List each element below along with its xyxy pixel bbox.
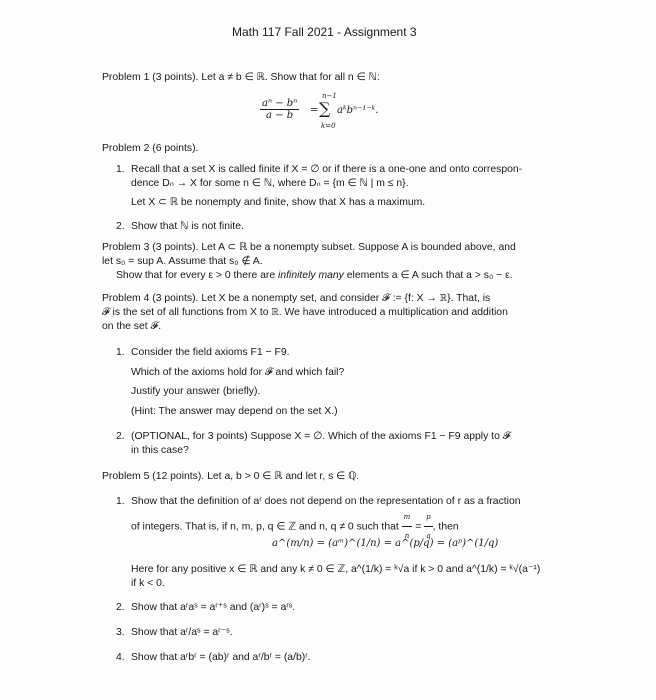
fraction-q: q	[426, 532, 431, 540]
problem-1-statement	[102, 71, 380, 84]
problem-5-item-1-line-2-text: of integers. That is, if n, m, p, q ∈ ℤ and n, q ≠ 0 such that	[131, 521, 399, 533]
problem-5-item-4-line-1: Show that aʳbʳ = (ab)ʳ and aʳ/bʳ = (a/b)ʳ.	[131, 652, 311, 663]
problem-5-heading: Problem 5 (12 points).	[102, 471, 205, 482]
page-title: Math 117 Fall 2021 - Assignment 3	[232, 25, 417, 39]
problem-4-item-1-line-3: Justify your answer (briefly).	[131, 386, 261, 397]
problem-5-item-2-line-1: Show that aʳaˢ = aʳ⁺ˢ and (aʳ)ˢ = aʳˢ.	[131, 602, 296, 613]
problem-4-item-1-number: 1.	[116, 347, 125, 358]
problem-1-formula	[260, 92, 410, 134]
problem-4-text: Let X be a nonempty set, and consider 𝓕 := {f: X → ℝ}. That, is	[201, 293, 491, 304]
problem-5-item-1-line-1: Show that the definition of aʳ does not depend on the representation of r as a fraction	[131, 496, 521, 507]
problem-5-item-3-line-1: Show that aʳ/aˢ = aʳ⁻ˢ.	[131, 627, 233, 638]
problem-4-item-1-line-1: Consider the field axioms F1 − F9.	[131, 347, 290, 358]
problem-5-item-4-number: 4.	[116, 652, 125, 663]
formula-equals: =	[310, 105, 319, 116]
fraction-numerator: aⁿ − bⁿ	[262, 98, 298, 109]
problem-3-line-3-c: elements a ∈ A such that a > s₀ − ε.	[343, 270, 513, 281]
problem-1-text: Let a ≠ b ∈ ℝ. Show that for all n ∈ ℕ:	[201, 72, 380, 83]
fraction-equals: =	[415, 521, 422, 533]
problem-5-item-3-number: 3.	[116, 627, 125, 638]
problem-3-emphasis: infinitely many	[278, 270, 344, 281]
fraction-denominator: a − b	[266, 110, 294, 121]
problem-2-item-2-number: 2.	[116, 221, 125, 232]
problem-5-item-1-number: 1.	[116, 496, 125, 507]
formula-fraction	[260, 98, 299, 121]
fraction-m: m	[402, 508, 413, 527]
problem-2-item-1-number: 1.	[116, 164, 125, 175]
problem-2-item-1-line-1: Recall that a set X is called finite if X = ∅ or if there is a one-one and onto correspon-	[131, 164, 523, 175]
problem-2-heading: Problem 2 (6 points).	[102, 143, 199, 154]
sum-upper-limit: n−1	[322, 92, 337, 100]
summand: aᵏbⁿ⁻¹⁻ᵏ.	[337, 105, 379, 116]
problem-3-line-2: let s₀ = sup A. Assume that s₀ ∉ A.	[102, 256, 263, 267]
problem-4-line-1	[102, 292, 490, 305]
problem-3-line-1	[102, 241, 516, 254]
sum-symbol: ∑	[319, 99, 331, 118]
problem-4-item-1-line-2: Which of the axioms hold for 𝓕 and which fail?	[131, 367, 345, 378]
problem-4-heading: Problem 4 (3 points).	[102, 293, 199, 304]
problem-4-line-3: on the set 𝓕.	[102, 321, 162, 332]
problem-5-item-1-line-2-tail: , then	[432, 521, 459, 533]
fraction-n: n	[404, 532, 410, 540]
problem-3-text: Let A ⊂ ℝ be a nonempty subset. Suppose A is bounded above, and	[201, 242, 516, 253]
sum-lower-limit: k=0	[321, 122, 336, 130]
problem-5-item-1-line-4: if k < 0.	[131, 578, 165, 589]
problem-4-item-2-line-2: in this case?	[131, 445, 189, 456]
problem-4-line-2: 𝓕 is the set of all functions from X to ℝ. We have introduced a multiplication and addition	[102, 307, 508, 318]
problem-4-item-1-hint: (Hint: The answer may depend on the set X.)	[131, 406, 338, 417]
problem-3-heading: Problem 3 (3 points).	[102, 242, 199, 253]
problem-1-heading: Problem 1 (3 points).	[102, 72, 199, 83]
fraction-p: p	[424, 508, 432, 527]
problem-5-display-equation: a^(m/n) = (aᵐ)^(1/n) = a^(p/q) = (aᵖ)^(1/q)	[272, 538, 499, 549]
problem-3-line-3	[116, 269, 513, 282]
problem-5-statement	[102, 470, 359, 483]
problem-5-item-2-number: 2.	[116, 602, 125, 613]
problem-4-item-2-line-1: (OPTIONAL, for 3 points) Suppose X = ∅. Which of the axioms F1 − F9 apply to 𝓕	[131, 431, 511, 442]
problem-5-text: Let a, b > 0 ∈ ℝ and let r, s ∈ ℚ.	[207, 471, 360, 482]
problem-4-item-2-number: 2.	[116, 431, 125, 442]
problem-3-line-3-a: Show that for every ε > 0 there are	[116, 270, 279, 281]
problem-2-item-1-line-3: Let X ⊂ ℝ be nonempty and finite, show that X has a maximum.	[131, 197, 426, 208]
problem-2-item-2-line-1: Show that ℕ is not finite.	[131, 221, 244, 232]
problem-5-item-1-line-3: Here for any positive x ∈ ℝ and any k ≠ 0 ∈ ℤ, a^(1/k) = ᵏ√a if k > 0 and a^(1/k) = ᵏ√(a⁻¹)	[131, 564, 541, 575]
problem-2-item-1-line-2: dence Dₙ → X for some n ∈ ℕ, where Dₙ = {m ∈ ℕ | m ≤ n}.	[131, 178, 409, 189]
